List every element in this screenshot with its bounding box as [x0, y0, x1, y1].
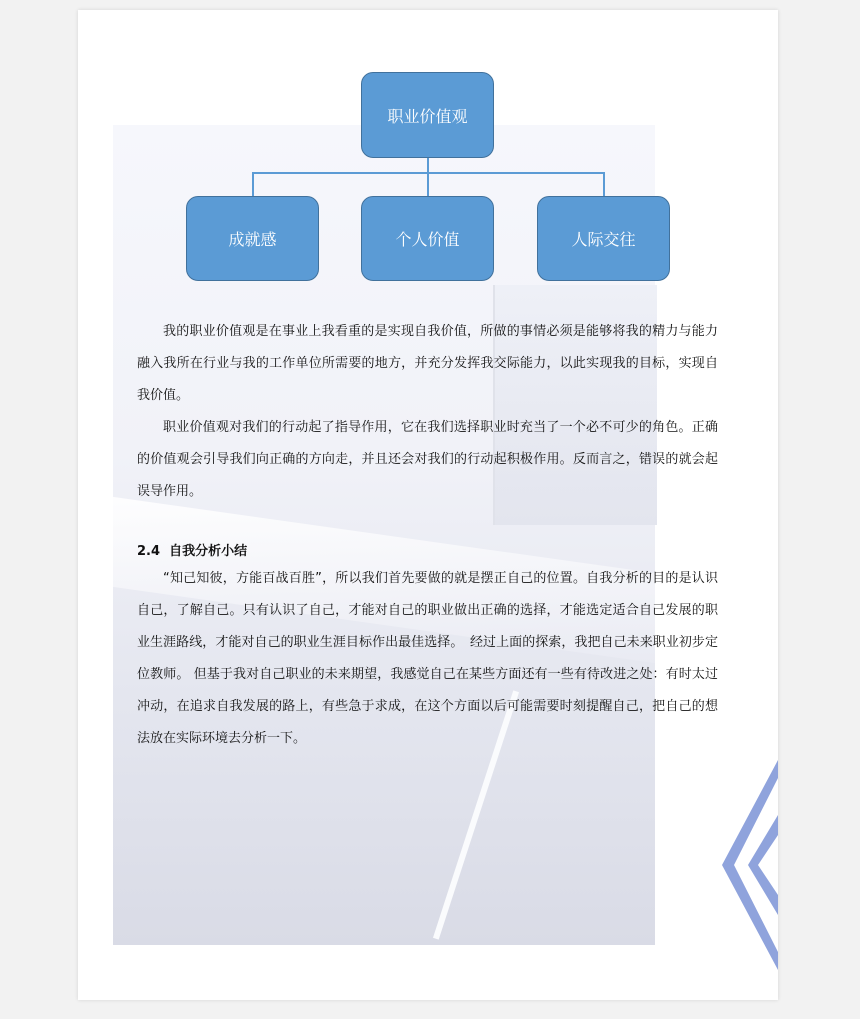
- connector-line: [427, 158, 429, 173]
- paragraph: 职业价值观对我们的行动起了指导作用，它在我们选择职业时充当了一个必不可少的角色。正确的价值观会引导我们向正确的方向走，并且还会对我们的行动起积极作用。反而言之，错误的就会起误导作用。: [137, 420, 718, 499]
- values-text: [137, 316, 718, 508]
- paragraph: 我的职业价值观是在事业上我看重的是实现自我价值，所做的事情必须是能够将我的精力与能力融入我所在行业与我的工作单位所需要的地方，并充分发挥我交际能力，以此实现我的目标，实现自我价值。: [137, 324, 718, 403]
- section-heading: 2.4 自我分析小结: [137, 544, 248, 559]
- diagram-node: 人际交往: [537, 196, 670, 281]
- diagram-node: 个人价值: [361, 196, 494, 281]
- connector-line: [603, 172, 605, 196]
- diagram-node: 成就感: [186, 196, 319, 281]
- summary-text: [137, 563, 718, 755]
- chevron-decoration: [722, 760, 778, 970]
- connector-line: [427, 172, 429, 196]
- document-page: [78, 10, 778, 1000]
- connector-line: [252, 172, 254, 196]
- paragraph: “知己知彼，方能百战百胜”，所以我们首先要做的就是摆正自己的位置。自我分析的目的是认识自己，了解自己。只有认识了自己，才能对自己的职业做出正确的选择，才能选定适合自己发展的职业生涯路线，才能对自己的职业生涯目标作出最佳选择。 经过上面的探索，我把自己未来职业初步定位教师。 但基于我对自己职业的未来期望，我感觉自己在某些方面还有一些有待改进之处：有时太过冲动，在追求自我发展的路上，有些急于求成，在这个方面以后可能需要时刻提醒自己，把自己的想法放在实际环境去分析一下。: [137, 571, 718, 746]
- diagram-root-node: 职业价值观: [361, 72, 494, 158]
